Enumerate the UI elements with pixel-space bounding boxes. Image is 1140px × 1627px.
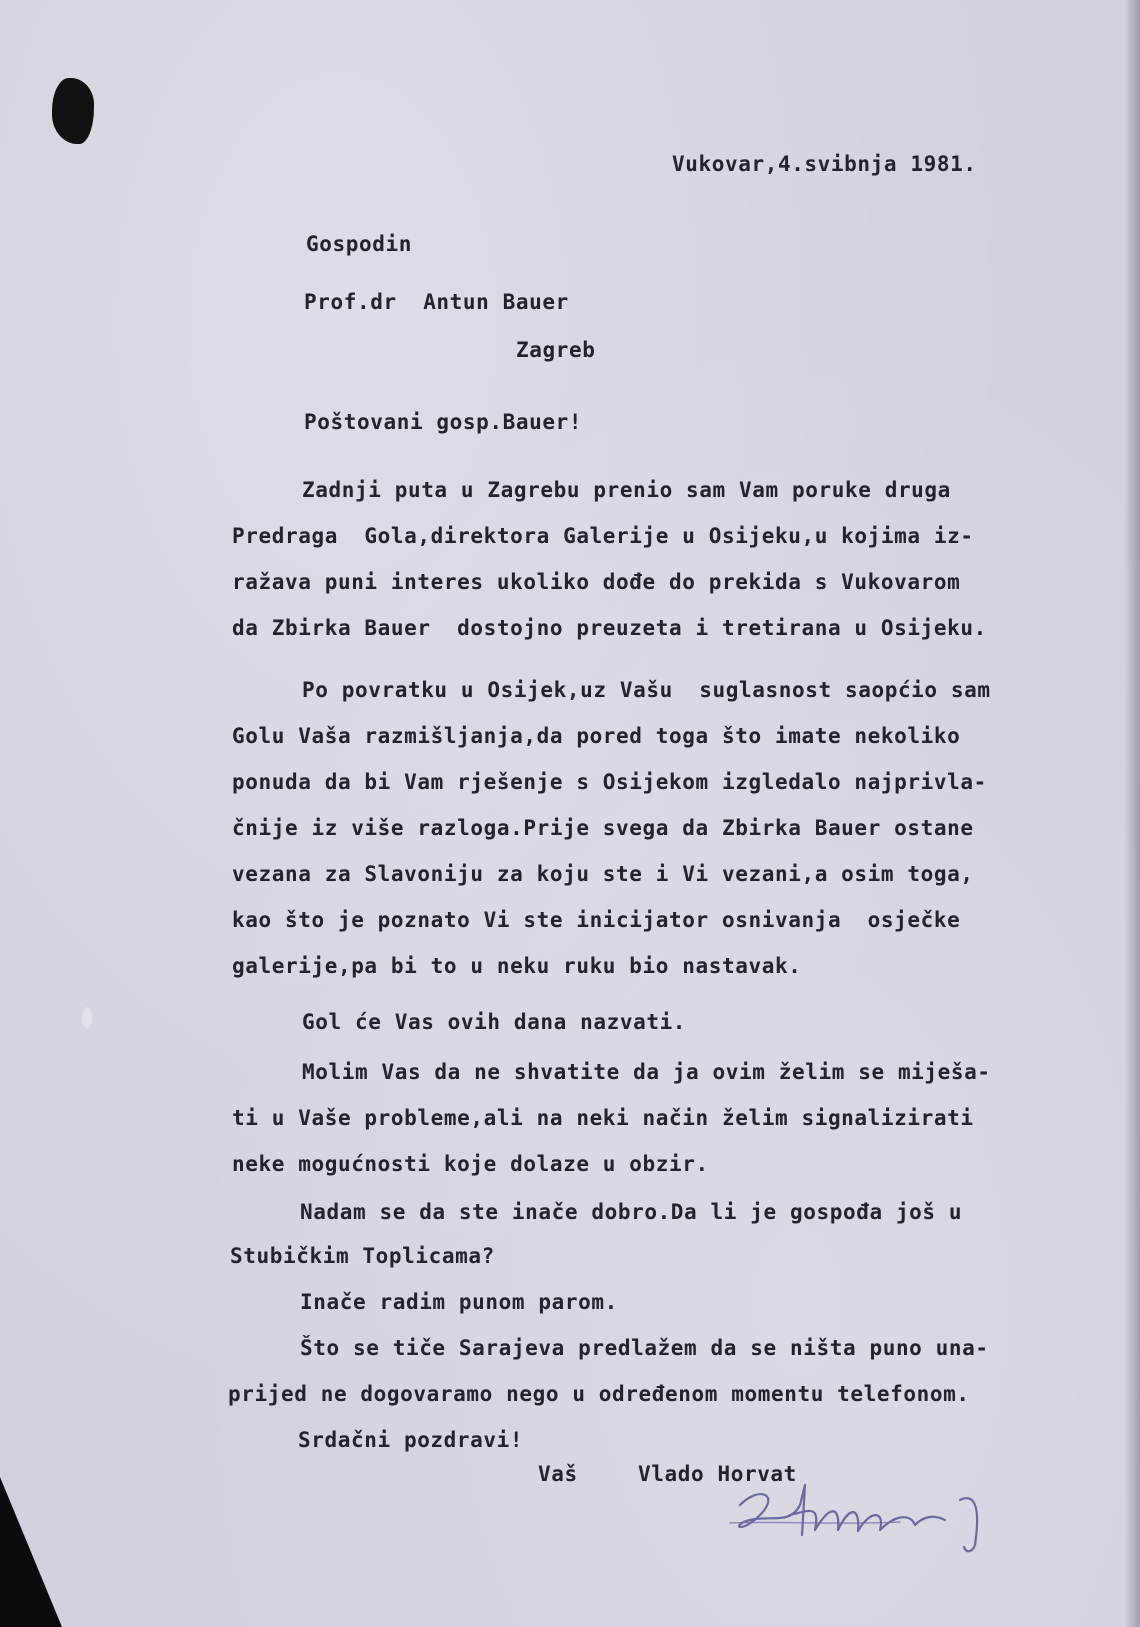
paragraph-2-line: vezana za Slavoniju za koju ste i Vi vezani,a osim toga,: [232, 862, 974, 886]
paragraph-7-line: prijed ne dogovaramo nego u određenom momentu telefonom.: [228, 1382, 970, 1406]
paragraph-5-line: Stubičkim Toplicama?: [230, 1244, 495, 1268]
paragraph-7-line: Što se tiče Sarajeva predlažem da se ništa puno una-: [300, 1336, 989, 1360]
paper-edge-shadow: [1124, 0, 1140, 1627]
paragraph-2-line: kao što je poznato Vi ste inicijator osnivanja osječke: [232, 908, 961, 932]
closing: Srdačni pozdravi!: [298, 1428, 524, 1452]
greeting: Poštovani gosp.Bauer!: [304, 410, 583, 434]
recipient-name: Prof.dr Antun Bauer: [304, 290, 569, 314]
handwritten-signature: [720, 1475, 1010, 1555]
dark-corner: [0, 1477, 62, 1627]
punch-hole: [80, 1005, 94, 1031]
paragraph-2-line: čnije iz više razloga.Prije svega da Zbirka Bauer ostane: [232, 816, 974, 840]
ink-blot-mark: [52, 78, 94, 144]
paragraph-2-line: Golu Vaša razmišljanja,da pored toga što imate nekoliko: [232, 724, 961, 748]
paragraph-2-line: ponuda da bi Vam rješenje s Osijekom izgledalo najprivla-: [232, 770, 987, 794]
paragraph-1-line: da Zbirka Bauer dostojno preuzeta i tretirana u Osijeku.: [232, 616, 987, 640]
signoff: Vaš: [538, 1462, 578, 1486]
letter-date: Vukovar,4.svibnja 1981.: [672, 152, 977, 176]
paragraph-2-line: Po povratku u Osijek,uz Vašu suglasnost saopćio sam: [302, 678, 991, 702]
paragraph-4-line: ti u Vaše probleme,ali na neki način želim signalizirati: [232, 1106, 974, 1130]
paragraph-1-line: Predraga Gola,direktora Galerije u Osijeku,u kojima iz-: [232, 524, 974, 548]
paragraph-4-line: neke mogućnosti koje dolaze u obzir.: [232, 1152, 709, 1176]
paragraph-1-line: ražava puni interes ukoliko dođe do prekida s Vukovarom: [232, 570, 961, 594]
signature-scribble: [720, 1475, 1010, 1555]
paragraph-4-line: Molim Vas da ne shvatite da ja ovim želim se miješa-: [302, 1060, 991, 1084]
recipient-city: Zagreb: [516, 338, 596, 362]
paragraph-1-line: Zadnji puta u Zagrebu prenio sam Vam poruke druga: [302, 478, 951, 502]
paragraph-2-line: galerije,pa bi to u neku ruku bio nastavak.: [232, 954, 802, 978]
paragraph-3: Gol će Vas ovih dana nazvati.: [302, 1010, 687, 1034]
sender-name: Vlado Horvat: [638, 1462, 797, 1486]
paragraph-5-line: Nadam se da ste inače dobro.Da li je gospođa još u: [300, 1200, 963, 1224]
paragraph-6: Inače radim punom parom.: [300, 1290, 618, 1314]
recipient-title: Gospodin: [306, 232, 412, 256]
